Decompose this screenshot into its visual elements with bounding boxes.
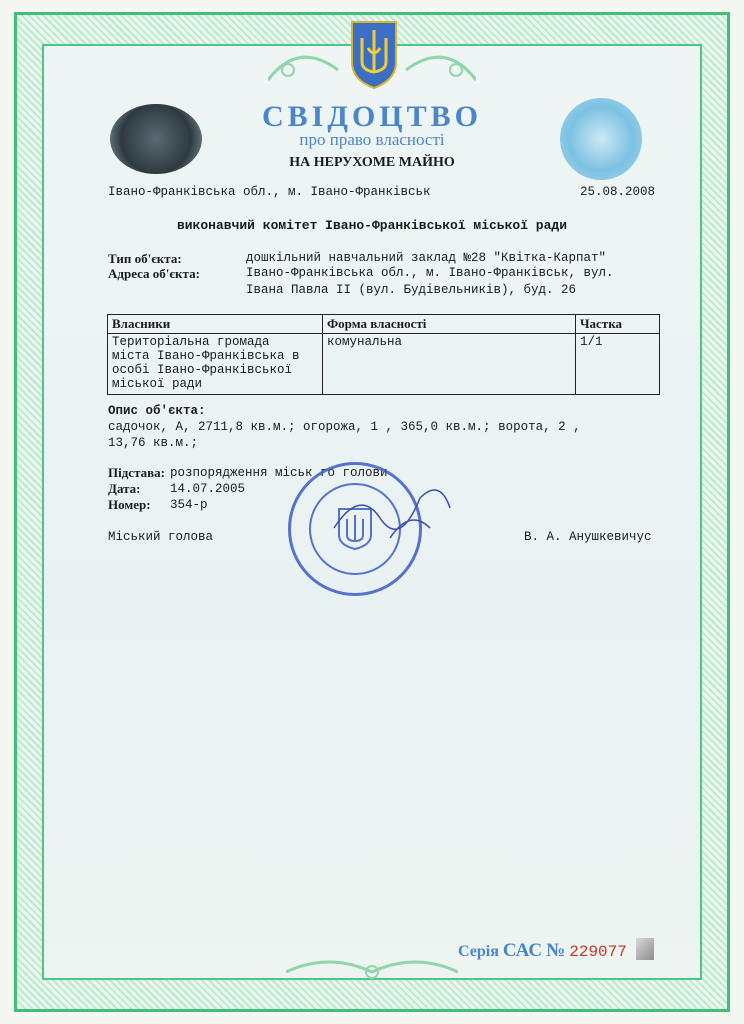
series-code: САС bbox=[502, 940, 543, 961]
signatory-position: Міський голова bbox=[108, 530, 214, 544]
owner-line: особі Івано-Франківської bbox=[112, 363, 293, 377]
ownership-form-cell: комунальна bbox=[323, 334, 576, 395]
series-label: Серія bbox=[458, 943, 499, 960]
share-cell: 1/1 bbox=[576, 334, 660, 395]
basis-value: розпорядження міськ го голови bbox=[170, 466, 388, 480]
basis-label: Підстава: bbox=[108, 465, 165, 480]
issue-date: 25.08.2008 bbox=[580, 185, 656, 199]
object-type-value: дошкільний навчальний заклад №28 "Квітка-Карпат" bbox=[246, 251, 607, 265]
header-ownership-form: Форма власності bbox=[323, 315, 576, 334]
ornament-bottom bbox=[286, 952, 458, 986]
issuer-name: виконавчий комітет Івано-Франківської міської ради bbox=[176, 218, 568, 233]
issue-location: Івано-Франківська обл., м. Івано-Франківськ bbox=[108, 185, 431, 199]
basis-date-value: 14.07.2005 bbox=[170, 482, 246, 496]
basis-date-label: Дата: bbox=[108, 481, 141, 496]
owners-table-header bbox=[108, 315, 660, 334]
series-line bbox=[458, 940, 627, 962]
security-hologram-strip bbox=[636, 938, 654, 960]
handwritten-signature-icon bbox=[330, 468, 460, 548]
basis-number-label: Номер: bbox=[108, 497, 151, 512]
document-title: СВІДОЦТВО bbox=[261, 100, 482, 133]
owner-line: Територіальна громада bbox=[112, 335, 270, 349]
header-share: Частка bbox=[576, 315, 660, 334]
basis-number-value: 354-р bbox=[170, 498, 208, 512]
object-address-line2: Івана Павла II (вул. Будівельників), буд. 26 bbox=[246, 283, 577, 297]
document-subtitle-property: НА НЕРУХОМЕ МАЙНО bbox=[289, 155, 455, 170]
owners-table bbox=[107, 314, 660, 395]
series-number-sign: № bbox=[546, 940, 566, 961]
document-subtitle: про право власності bbox=[299, 130, 445, 149]
signatory-name: В. А. Анушкевичус bbox=[524, 530, 652, 544]
owner-line: міської ради bbox=[112, 377, 203, 391]
object-type-label: Тип об'єкта: bbox=[108, 251, 182, 266]
object-address-line1: Івано-Франківська обл., м. Івано-Франківськ, вул. bbox=[246, 266, 614, 280]
description-line2: 13,76 кв.м.; bbox=[108, 436, 199, 450]
description-line1: садочок, А, 2711,8 кв.м.; огорожа, 1 , 365,0 кв.м.; ворота, 2 , bbox=[108, 420, 581, 434]
header-owners: Власники bbox=[108, 315, 323, 334]
table-row bbox=[108, 334, 660, 395]
ornament-top bbox=[268, 40, 476, 90]
owner-line: міста Івано-Франківська в bbox=[112, 349, 300, 363]
series-number: 229077 bbox=[569, 943, 627, 961]
owner-cell bbox=[108, 334, 323, 395]
description-label: Опис об'єкта: bbox=[108, 404, 206, 418]
object-address-label: Адреса об'єкта: bbox=[108, 266, 200, 281]
